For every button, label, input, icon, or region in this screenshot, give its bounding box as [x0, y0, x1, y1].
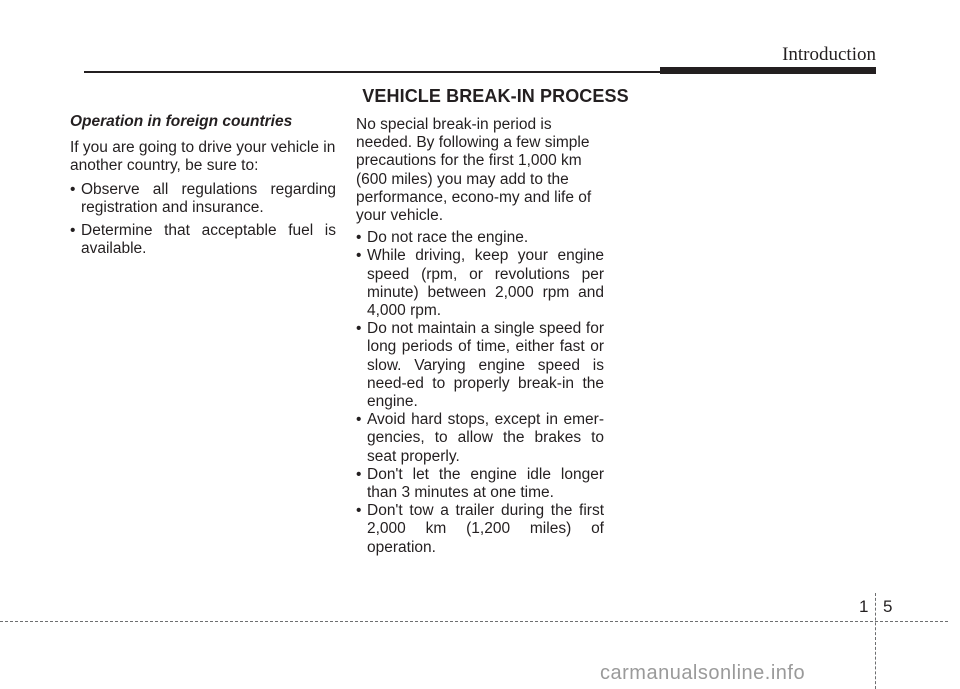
- right-intro: No special break-in period is needed. By following a few simple precautions for the first 1,000 km (600 miles) you may add to the performance, econo-my and life of your vehicle.: [356, 116, 592, 225]
- right-bullet-list: [356, 229, 604, 557]
- bullet-glyph: •: [356, 502, 362, 520]
- list-item-text: Determine that acceptable fuel is available.: [81, 222, 336, 258]
- footer-vertical-dashed-rule: [875, 593, 876, 689]
- list-item: [356, 502, 604, 557]
- watermark: carmanualsonline.info: [600, 662, 806, 684]
- bullet-glyph: •: [356, 229, 362, 247]
- list-item-text: While driving, keep your engine speed (rpm, or revolutions per minute) between 2,000 rpm and 4,000 rpm.: [367, 247, 604, 320]
- bullet-glyph: •: [356, 411, 362, 429]
- bullet-glyph: •: [70, 222, 76, 240]
- list-item: [70, 181, 336, 217]
- left-column: [70, 113, 336, 258]
- bullet-glyph: •: [70, 180, 76, 198]
- list-item-text: Don't let the engine idle longer than 3 minutes at one time.: [367, 465, 604, 502]
- list-item: [356, 247, 604, 320]
- list-item: [70, 222, 336, 258]
- list-item-text: Do not race the engine.: [367, 229, 529, 247]
- list-item: [356, 411, 604, 466]
- bullet-glyph: •: [356, 320, 362, 338]
- left-bullet-list: [70, 181, 336, 259]
- bullet-glyph: •: [356, 247, 362, 265]
- page-number: 5: [883, 597, 893, 616]
- footer-dashed-rule: [0, 621, 948, 622]
- header-title: Introduction: [782, 44, 876, 65]
- list-item: [356, 466, 604, 502]
- left-intro: If you are going to drive your vehicle in another country, be sure to:: [70, 139, 336, 175]
- list-item-text: Don't tow a trailer during the first 2,000 km (1,200 miles) of operation.: [367, 502, 604, 556]
- bullet-glyph: •: [356, 465, 362, 483]
- list-item-text: Observe all regulations regarding registration and insurance.: [81, 180, 336, 216]
- subheading: Operation in foreign countries: [70, 113, 293, 130]
- header-rule-thin: [84, 71, 660, 73]
- chapter-number: 1: [859, 597, 869, 616]
- list-item: [356, 320, 604, 411]
- right-column: [356, 116, 604, 557]
- list-item: [356, 229, 604, 247]
- list-item-text: Do not maintain a single speed for long periods of time, either fast or slow. Varying engine speed is need-ed to properly break-in the engine.: [367, 320, 604, 411]
- section-title: VEHICLE BREAK-IN PROCESS: [362, 86, 629, 106]
- header-rule-thick: [660, 67, 876, 74]
- list-item-text: Avoid hard stops, except in emer-gencies, to allow the brakes to seat properly.: [367, 411, 604, 465]
